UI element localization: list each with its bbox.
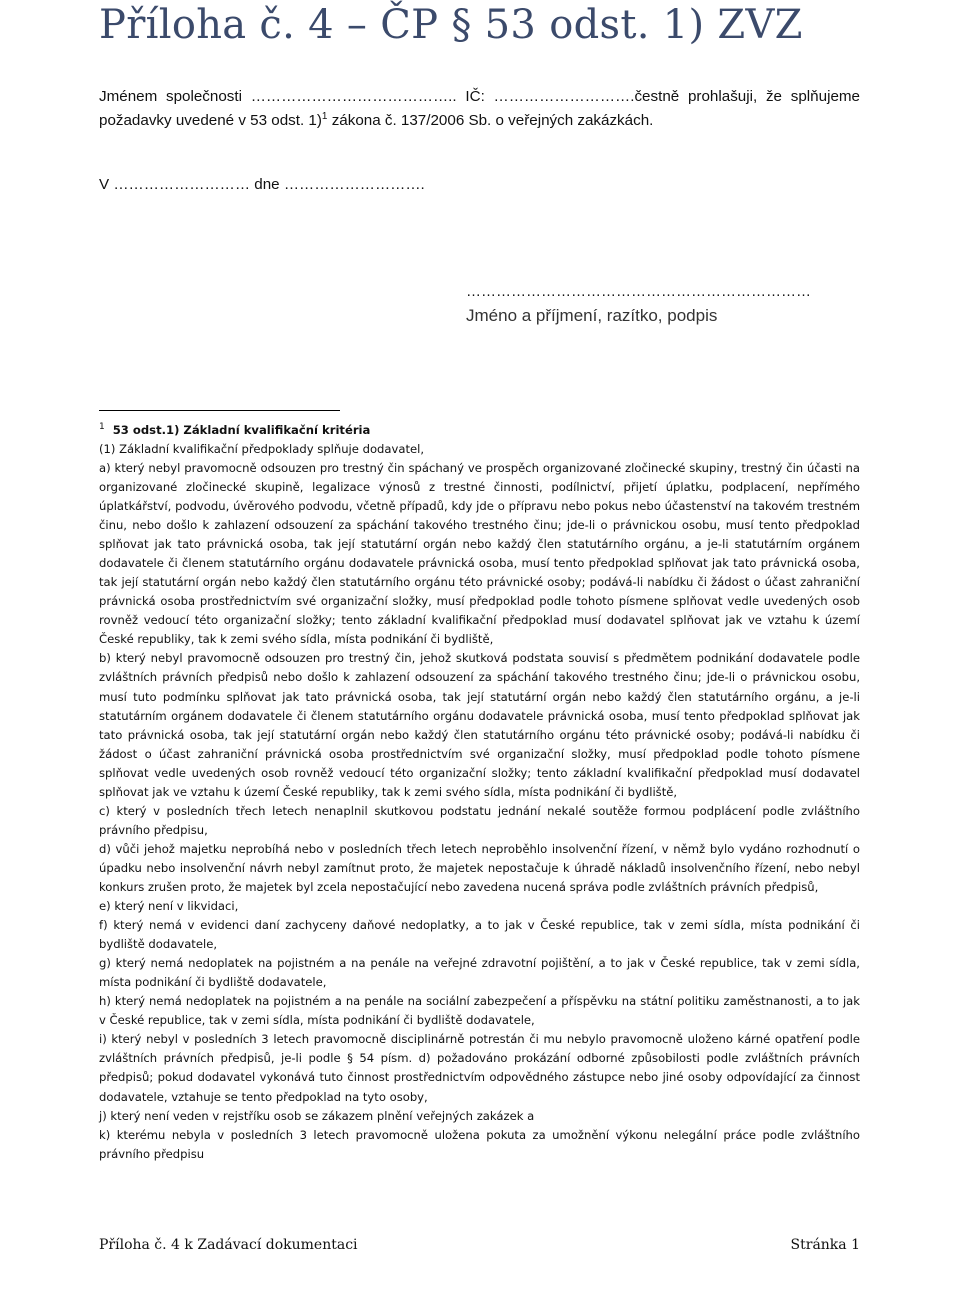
signature-label: Jméno a příjmení, razítko, podpis [466,306,718,325]
footnote-paragraph: i) který nebyl v posledních 3 letech pravomocně disciplinárně potrestán či mu nebylo pravomocně uloženo kárné opatření podle zvláštních právních předpisů, je-li podle § 54 písm. d) požadováno prokázání odborné způsobilosti podle zvláštních právních předpisů; pokud dodavatel vykonává tuto činnost prostřednictvím odpovědného zástupce nebo jiné osoby odpovídající za činnost dodavatele, vztahuje se tento předpoklad na tyto osoby, [99,1032,860,1104]
footnote-paragraph: d) vůči jehož majetku neprobíhá nebo v posledních třech letech neproběhlo insolvenční řízení, v němž bylo vydáno rozhodnutí o úpadku nebo insolvenční návrh nebyl zamítnut proto, že majetek nepostačuje k úhradě nákladů insolvenčního řízení, nebo nebyl konkurs zrušen proto, že majetek byl zcela nepostačující nebo zavedena nucená správa podle zvláštních právních předpisů, [99,841,860,894]
signature-line: …………………………………………………………… [466,283,811,300]
footnote-paragraph: k) kterému nebyla v posledních 3 letech pravomocně uložena pokuta za umožnění výkonu nelegální práce podle zvláštního právního předpisu [99,1127,860,1161]
page-title: Příloha č. 4 – ČP § 53 odst. 1) ZVZ [99,2,803,48]
declaration-text-start: Jménem společnosti ………………………………….. IČ: ……………………….čestně prohlašuji, že splňujeme požadavky uvedené v 53 odst. 1) [99,88,860,129]
footnote-paragraph: g) který nemá nedoplatek na pojistném a na penále na veřejné zdravotní pojištění, a to jak v České republice, tak v zemi sídla, místa podnikání či bydliště dodavatele, [99,956,860,990]
footnote-paragraph: f) který nemá v evidenci daní zachyceny daňové nedoplatky, a to jak v České republice, tak v zemi sídla, místa podnikání či bydliště dodavatele, [99,918,860,952]
footnote-paragraph: e) který není v likvidaci, [99,899,239,914]
footer-document-label: Příloha č. 4 k Zadávací dokumentaci [99,1237,358,1253]
footer-page-number: Stránka 1 [790,1237,860,1253]
page-footer [99,1237,860,1259]
declaration-text [99,85,860,133]
footnote-paragraph: h) který nemá nedoplatek na pojistném a na penále na sociální zabezpečení a příspěvku na státní politiku zaměstnanosti, a to jak v České republice, tak v zemi sídla, místa podnikání či bydliště dodavatele, [99,994,860,1028]
footnote-paragraph: (1) Základní kvalifikační předpoklady splňuje dodavatel, [99,441,425,456]
footnote-paragraph: c) který v posledních třech letech nenaplnil skutkovou podstatu jednání nekalé soutěže formou podplácení podle zvláštního právního předpisu, [99,803,860,837]
declaration-text-end: zákona č. 137/2006 Sb. o veřejných zakázkách. [327,112,654,129]
place-date-line: V ……………………… dne ………………………. [99,176,425,193]
footnote [99,418,860,1164]
footnote-reference: 1 [321,110,328,122]
footnote-heading-text: 53 odst.1) Základní kvalifikační kritéria [112,422,371,437]
footnote-number: 1 [99,422,105,432]
footnote-paragraph: j) který není veden v rejstříku osob se zákazem plnění veřejných zakázek a [99,1108,535,1123]
footnote-paragraph: b) který nebyl pravomocně odsouzen pro trestný čin, jehož skutková podstata souvisí s předmětem podnikání dodavatele podle zvláštních právních předpisů nebo došlo k zahlazení odsouzení za spáchání takového trestného činu; jde-li o právnickou osobu, musí tuto podmínku splňovat jak tato právnická osoba, tak její statutární orgán nebo každý člen statutárního orgánu, a je-li statutárním orgánem dodavatele či členem statutárního orgánu dodavatele právnická osoba, musí tento předpoklad splňovat jak tato právnická osoba, tak její statutární orgán nebo každý člen statutárního orgánu této právnické osoby; podává-li nabídku či žádost o účast zahraniční právnická osoba prostřednictvím své organizační složky, musí předpoklad podle tohoto písmene splňovat vedle uvedených osob rovněž vedoucí této organizační složky; tento základní kvalifikační předpoklad musí dodavatel splňovat jak ve vztahu k území České republiky, tak k zemi svého sídla, místa podnikání či bydliště, [99,651,860,799]
footnote-separator [99,410,340,411]
footnote-paragraph: a) který nebyl pravomocně odsouzen pro trestný čin spáchaný ve prospěch organizované zločinecké skupiny, trestný čin účasti na organizované zločinecké skupině, legalizace výnosů z trestné činnosti, podílnictví, přijetí úplatku, podplacení, nepřímého úplatkářství, podvodu, úvěrového podvodu, včetně případů, kdy jde o přípravu nebo pokus nebo účastenství na takovém trestném činu, nebo došlo k zahlazení odsouzení za spáchání takového trestného činu; jde-li o právnickou osobu, musí tento předpoklad splňovat jak tato právnická osoba, tak její statutární orgán nebo každý člen statutárního orgánu, a je-li statutárním orgánem dodavatele či členem statutárního orgánu dodavatele právnická osoba, musí tento předpoklad splňovat jak tato právnická osoba, tak její statutární orgán nebo každý člen statutárního orgánu této právnické osoby; podává-li nabídku či žádost o účast zahraniční právnická osoba prostřednictvím své organizační složky, musí předpoklad podle tohoto písmene splňovat vedle uvedených osob rovněž vedoucí této organizační složky; tento základní kvalifikační předpoklad musí dodavatel splňovat jak ve vztahu k území České republiky, tak k zemi svého sídla, místa podnikání či bydliště, [99,460,860,647]
footnote-heading [99,418,860,440]
